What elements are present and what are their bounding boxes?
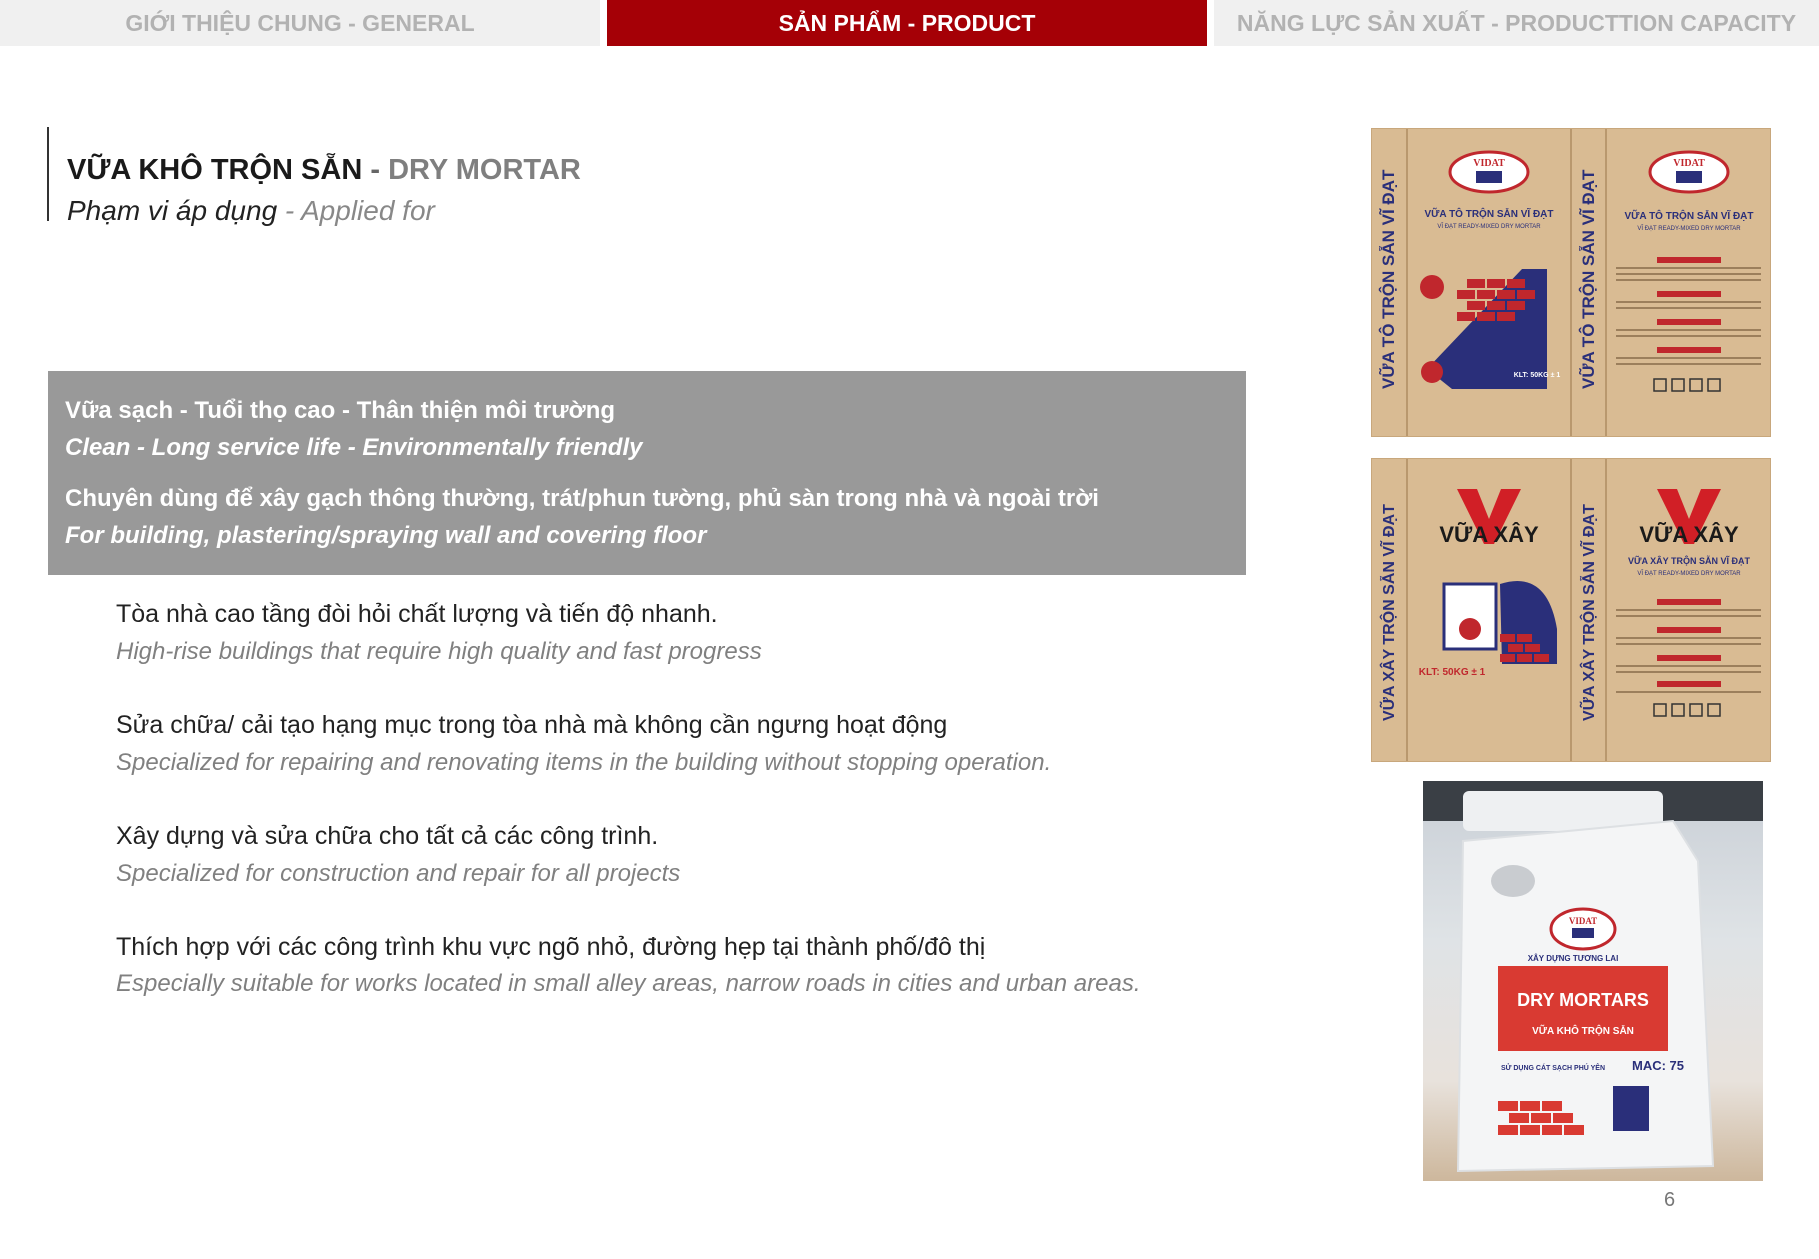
photo-grade: MAC: 75 — [1631, 1058, 1685, 1073]
list-item-1-en: High-rise buildings that require high quality and fast progress — [116, 638, 762, 665]
bag1-front-title-left: VỮA TÔ TRỘN SẴN VĨ ĐẠT — [1424, 209, 1554, 220]
bag2-weight: KLT: 50KG ± 1 — [1418, 667, 1486, 678]
highlight-box — [48, 371, 1246, 575]
heading-accent-line — [47, 127, 49, 221]
title-vn: VỮA KHÔ TRỘN SẴN — [67, 154, 363, 186]
bag1-front-sub: VĨ ĐẠT READY-MIXED DRY MORTAR — [1637, 226, 1741, 232]
bag2-care-icons — [1654, 704, 1720, 716]
photo-logo-mark — [1572, 928, 1594, 938]
product-photo-dry-mortar-bag — [1423, 781, 1763, 1181]
bag2-brand-left: VỮA XÂY — [1439, 522, 1539, 547]
list-item-1-vn: Tòa nhà cao tầng đòi hỏi chất lượng và tiến độ nhanh. — [116, 600, 718, 628]
title-separator: - — [370, 154, 381, 186]
bag2-side-text-2: VỮA XÂY TRỘN SẴN VĨ ĐẠT — [1581, 504, 1598, 721]
list-item-3-vn: Xây dựng và sửa chữa cho tất cả các công trình. — [116, 822, 659, 850]
page-title — [67, 154, 581, 187]
list-item-2-vn: Sửa chữa/ cải tạo hạng mục trong tòa nhà mà không cần ngưng hoạt động — [116, 711, 948, 739]
title-en: DRY MORTAR — [388, 154, 581, 186]
photo-mini-logo-icon — [1613, 1086, 1649, 1131]
bag1-side-text-2: VỮA TÔ TRỘN SẴN VĨ ĐẠT — [1579, 169, 1598, 389]
masonry-bag-svg — [1372, 459, 1770, 761]
list-item-2-en: Specialized for repairing and renovating items in the building without stopping operation. — [116, 749, 1052, 776]
photo-slogan: XÂY DỰNG TƯƠNG LAI — [1527, 954, 1619, 963]
highlight-line2-vn: Chuyên dùng để xây gạch thông thường, trát/phun tường, phủ sàn trong nhà và ngoài trời — [65, 485, 1099, 512]
highlight-line2-en: For building, plastering/spraying wall and covering floor — [65, 522, 707, 549]
subtitle-vn: Phạm vi áp dụng — [67, 195, 278, 226]
bag1-seal-icon — [1421, 361, 1443, 383]
bag1-logo-text-2: VIDAT — [1673, 158, 1705, 169]
bag1-badge-icon — [1420, 275, 1444, 299]
list-item-3-en: Specialized for construction and repair for all projects — [116, 860, 681, 887]
page-subtitle — [67, 195, 435, 227]
bag2-front-sub: VĨ ĐẠT READY-MIXED DRY MORTAR — [1637, 571, 1741, 577]
bag1-weight: KLT: 50KG ± 1 — [1513, 372, 1561, 379]
bag1-front-sub-left: VĨ ĐẠT READY-MIXED DRY MORTAR — [1437, 224, 1541, 230]
bag2-side-text: VỮA XÂY TRỘN SẴN VĨ ĐẠT — [1381, 504, 1398, 721]
bag2-front-title: VỮA XÂY TRỘN SẴN VĨ ĐẠT — [1628, 556, 1750, 566]
bag2-spec-sections — [1616, 599, 1761, 693]
photo-svg — [1423, 781, 1763, 1181]
bag1-logo-mark — [1476, 171, 1502, 183]
highlight-line1-vn: Vữa sạch - Tuổi thọ cao - Thân thiện môi trường — [65, 397, 616, 424]
list-item-4-en: Especially suitable for works located in small alley areas, narrow roads in cities and urban areas. — [116, 970, 1141, 997]
bag1-side-text: VỮA TÔ TRỘN SẴN VĨ ĐẠT — [1379, 169, 1398, 389]
tab-product[interactable]: SẢN PHẨM - PRODUCT — [607, 0, 1207, 46]
top-nav — [0, 0, 1819, 46]
bag1-logo-mark-2 — [1676, 171, 1702, 183]
photo-product-vn: VỮA KHÔ TRỘN SẴN — [1532, 1026, 1634, 1037]
photo-bag-handle-hole — [1491, 865, 1535, 897]
bag1-logo-text: VIDAT — [1473, 158, 1505, 169]
page-number: 6 — [1664, 1189, 1676, 1211]
product-image-plaster-bag — [1371, 128, 1771, 437]
list-item-4-vn: Thích hợp với các công trình khu vực ngõ nhỏ, đường hẹp tại thành phố/đô thị — [116, 933, 986, 961]
tab-capacity[interactable]: NĂNG LỰC SẢN XUẤT - PRODUCTTION CAPACITY — [1214, 0, 1819, 46]
bag2-seal-icon — [1459, 618, 1481, 640]
photo-product-name: DRY MORTARS — [1517, 990, 1649, 1010]
product-image-masonry-bag — [1371, 458, 1771, 762]
tab-general[interactable]: GIỚI THIỆU CHUNG - GENERAL — [0, 0, 600, 46]
bag1-care-icons — [1654, 379, 1720, 391]
photo-logo-text: VIDAT — [1568, 916, 1598, 926]
bag1-spec-sections — [1616, 257, 1761, 365]
plaster-bag-svg — [1372, 129, 1770, 436]
highlight-line1-en: Clean - Long service life - Environmentally friendly — [65, 434, 643, 461]
subtitle-en: Applied for — [301, 195, 435, 226]
bag1-front-title: VỮA TÔ TRỘN SẴN VĨ ĐẠT — [1624, 211, 1754, 222]
subtitle-separator: - — [284, 195, 295, 226]
bag2-brand: VỮA XÂY — [1639, 522, 1739, 547]
photo-note: SỬ DỤNG CÁT SẠCH PHÚ YÊN — [1500, 1065, 1606, 1072]
